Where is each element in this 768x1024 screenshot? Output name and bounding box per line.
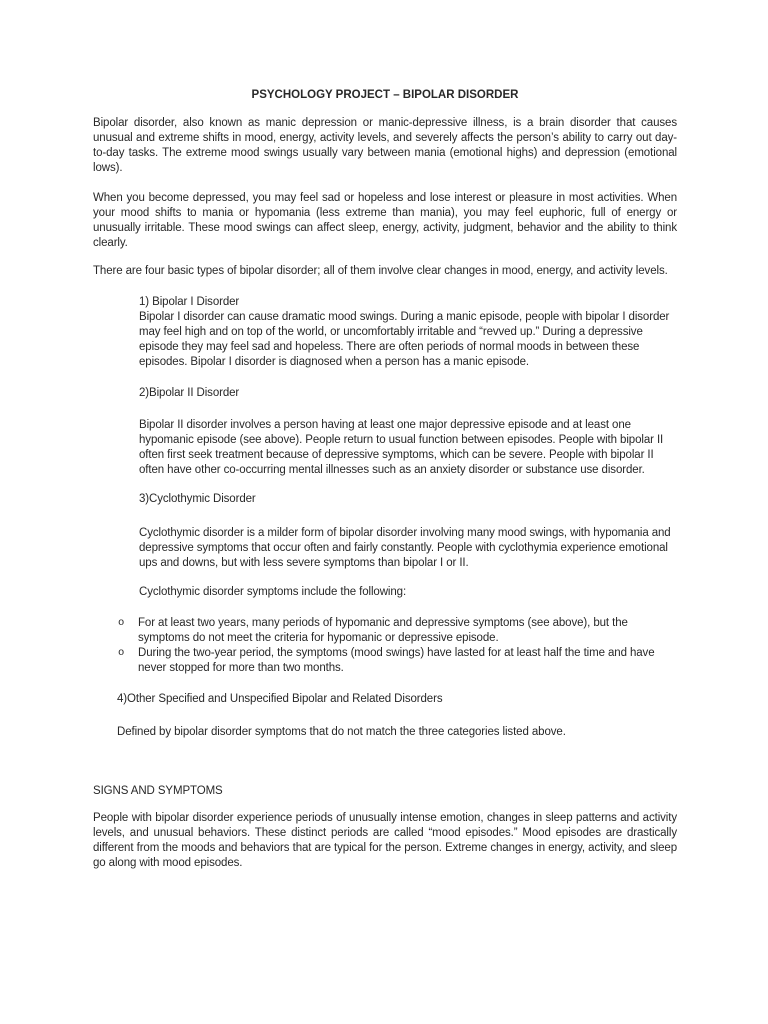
section-1-heading: 1) Bipolar I Disorder: [139, 296, 240, 308]
list-item: [118, 616, 677, 646]
intro-paragraph-3: There are four basic types of bipolar disorder; all of them involve clear changes in mood, energy, and activity levels.: [93, 265, 668, 277]
intro-paragraph-1: Bipolar disorder, also known as manic depression or manic-depressive illness, is a brain disorder that causes unusual and extreme shifts in mood, energy, activity levels, and severely affects the person’s ability to carry out day-to-day tasks. The extreme mood swings usually vary between mania (emotional highs) and depression (emotional lows).: [93, 117, 677, 174]
signs-and-symptoms-paragraph: People with bipolar disorder experience periods of unusually intense emotion, changes in sleep patterns and activity levels, and unusual behaviors. These distinct periods are called “mood episodes.” Mood episodes are drastically different from the moods and behaviors that are typical for the person. Extreme changes in energy, activity, and sleep go along with mood episodes.: [93, 812, 677, 869]
symptoms-bullet-list: [118, 616, 677, 676]
section-3-heading: 3)Cyclothymic Disorder: [139, 493, 256, 505]
section-2-body: Bipolar II disorder involves a person having at least one major depressive episode and at least one hypomanic episode (see above). People return to usual function between episodes. People with bipolar II often first seek treatment because of depressive symptoms, which can be severe. People with bipolar II often have other co-occurring mental illnesses such as an anxiety disorder or substance use disorder.: [139, 419, 664, 476]
bullet-marker-icon: o: [118, 647, 125, 659]
list-item: [118, 646, 677, 676]
signs-and-symptoms-heading: SIGNS AND SYMPTOMS: [93, 785, 223, 797]
section-1-body: Bipolar I disorder can cause dramatic mood swings. During a manic episode, people with bipolar I disorder may feel high and on top of the world, or uncomfortably irritable and “revved up.” During a depressive episode they may feel sad and hopeless. There are often periods of normal moods in between these episodes. Bipolar I disorder is diagnosed when a person has a manic episode.: [139, 311, 670, 368]
bullet-marker-icon: o: [118, 617, 125, 629]
document-content: [93, 88, 677, 871]
document-title: PSYCHOLOGY PROJECT – BIPOLAR DISORDER: [251, 89, 519, 101]
bullet-text-2: During the two-year period, the symptoms (mood swings) have lasted for at least half the time and have never stopped for more than two months.: [138, 647, 655, 674]
bullet-text-1: For at least two years, many periods of hypomanic and depressive symptoms (see above), but the symptoms do not meet the criteria for hypomanic or depressive episode.: [138, 617, 628, 644]
section-2-heading: 2)Bipolar II Disorder: [139, 387, 240, 399]
section-4-heading: 4)Other Specified and Unspecified Bipolar and Related Disorders: [117, 693, 443, 705]
intro-paragraph-2: When you become depressed, you may feel sad or hopeless and lose interest or pleasure in most activities. When your mood shifts to mania or hypomania (less extreme than mania), you may feel euphoric, full of energy or unusually irritable. These mood swings can affect sleep, energy, activity, judgment, behavior and the ability to think clearly.: [93, 192, 677, 249]
spacer: [139, 401, 677, 418]
spacer: [139, 507, 677, 526]
cyclothymic-symptoms-intro: Cyclothymic disorder symptoms include the following:: [139, 586, 407, 598]
numbered-sections-block: [139, 295, 677, 600]
section-4-body: Defined by bipolar disorder symptoms that do not match the three categories listed above.: [117, 726, 566, 738]
section-3-body: Cyclothymic disorder is a milder form of bipolar disorder involving many mood swings, with hypomania and depressive symptoms that occur often and fairly constantly. People with cyclothymia experience emotional ups and downs, but with less severe symptoms than bipolar I or II.: [139, 527, 671, 569]
